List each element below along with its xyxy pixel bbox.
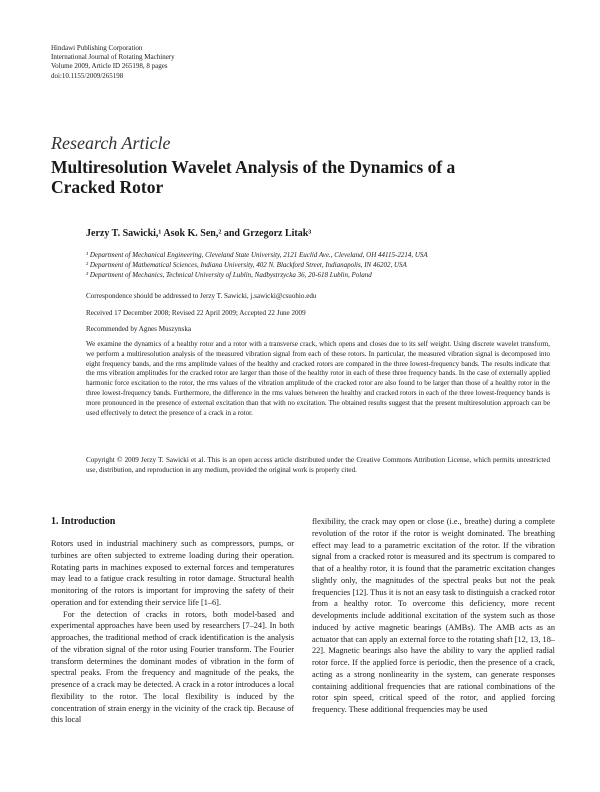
volume-line: Volume 2009, Article ID 265198, 8 pages [51,62,168,71]
correspondence: Correspondence should be addressed to Jerzy T. Sawicki, j.sawicki@csuohio.edu [86,292,317,300]
recommended-by: Recommended by Agnes Muszynska [86,325,192,333]
copyright-notice: Copyright © 2009 Jerzy T. Sawicki et al. This is an open access article distributed under the Creative Commons Attribution License, which permits unrestricted use, distribution, and reproduction in any medium, provided the original work is properly cited. [86,456,550,474]
body-paragraph: For the detection of cracks in rotors, both model-based and experimental approaches have been used by researchers [7–24]. In both approaches, the traditional method of crack identification is the analysis of the vibration signal of the rotor using Fourier transform. The Fourier transform determines the dominant modes of vibration in the form of spectral peaks. From the frequency and magnitude of the peaks, the presence of a crack may be detected. A crack in a rotor introduces a local flexibility to the rotor. The local flexibility is induced by the concentration of strain energy in the vicinity of the crack tip. Because of this local [51,609,294,725]
abstract: We examine the dynamics of a healthy rotor and a rotor with a transverse crack, which opens and closes due to its self weight. Using discrete wavelet transform, we perform a multiresolution analysis of the measured vibration signal from each of these rotors. In particular, the measured vibration signal is decomposed into eight frequency bands, and the rms amplitude values of the healthy and cracked rotors are compared in the three lowest-frequency bands. The results indicate that the rms vibration amplitudes for the cracked rotor are larger than those of the healthy rotor in each of these three frequency bands. In the case of externally applied harmonic force excitation to the rotor, the rms values of the vibration amplitude of the cracked rotor are also found to be larger than those of a healthy rotor in the three lowest-frequency bands. Furthermore, the difference in the rms values between the healthy and cracked rotors in each of the three lowest-frequency bands is more pronounced in the presence of external excitation than that with no excitation. The obtained results suggest that the present multiresolution approach can be used effectively to detect the presence of a crack in a rotor. [86,340,550,417]
section-heading: 1. Introduction [51,516,116,527]
body-paragraph: Rotors used in industrial machinery such as compressors, pumps, or turbines are often subjected to extreme loading during their operation. Rotating parts in machines exposed to external forces and temperatures may lead to a fatigue crack resulting in rotor damage. Structural health monitoring of the rotors is important for improving the safety of their operation and for extending their service life [1–6]. [51,539,294,607]
author-list: Jerzy T. Sawicki,¹ Asok K. Sen,² and Grzegorz Litak³ [86,228,312,239]
affiliation-3: ³ Department of Mechanics, Technical University of Lublin, Nadbystrzycka 36, 20-618 Lublin, Poland [86,271,372,280]
paper-title: Multiresolution Wavelet Analysis of the Dynamics of a Cracked Rotor [51,157,456,197]
body-paragraph: flexibility, the crack may open or close (i.e., breathe) during a complete revolution of the rotor if the rotor is weight dominated. The breathing effect may lead to a parametric excitation of the rotor. If the vibration signal from a cracked rotor is measured and its spectrum is compared to that of a healthy rotor, it is found that the parametric excitation changes slightly only, the magnitudes of the spectral peaks but not the peak frequencies [12]. Thus it is not an easy task to distinguish a cracked rotor from a healthy rotor. To overcome this deficiency, more recent developments include additional excitation of the system such as those induced by active magnetic bearings (AMBs). The AMB acts as an actuator that can apply an external force to the rotating shaft [12, 13, 18–22]. Magnetic bearings also have the ability to vary the applied radial rotor force. If the applied force is periodic, then the presence of a crack, acting as a strong nonlinearity in the system, can generate responses containing additional frequencies that are rational combinations of the rotor spin speed, critical speed of the rotor, and applied forcing frequency. These additional frequencies may be used [312,517,555,714]
affiliation-2: ² Department of Mathematical Sciences, Indiana University, 402 N. Blackford Street, Indianapolis, IN 46202, USA [86,261,407,270]
affiliation-1: ¹ Department of Mechanical Engineering, Cleveland State University, 2121 Euclid Ave., Cleveland, OH 44115-2214, USA [86,251,428,259]
journal-header [51,44,175,81]
body-column-left [51,538,294,726]
article-dates: Received 17 December 2008; Revised 22 April 2009; Accepted 22 June 2009 [86,309,306,317]
affiliations [86,250,428,281]
publisher-line: Hindawi Publishing Corporation [51,44,143,52]
doi-line: doi:10.1155/2009/265198 [51,71,124,80]
journal-line: International Journal of Rotating Machinery [51,53,175,62]
body-column-right [312,516,555,716]
article-type: Research Article [51,133,171,153]
